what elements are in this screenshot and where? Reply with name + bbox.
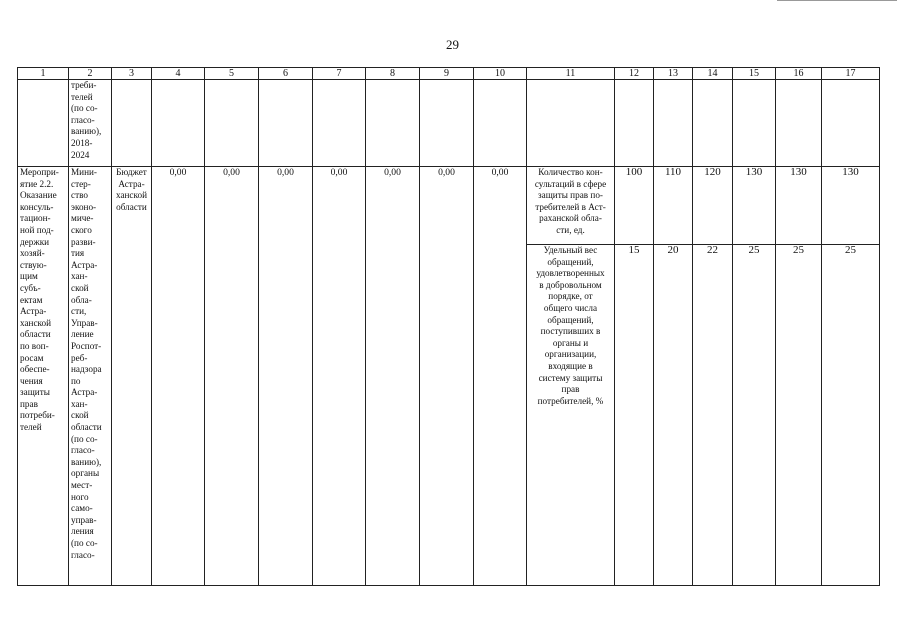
indicator-value: 22 xyxy=(693,245,733,586)
page-number: 29 xyxy=(446,37,459,52)
cell-empty xyxy=(152,80,205,167)
cell-empty xyxy=(366,80,420,167)
indicator-name: Удельный вес обращений, удовлетворенных в добровольном порядке, от общего числа обращений, поступивших в органы и организации, входящие в систему защиты прав потребителей, % xyxy=(527,245,615,586)
indicator-value: 100 xyxy=(615,167,654,245)
cell-empty xyxy=(527,80,615,167)
column-number: 11 xyxy=(527,68,615,80)
cell-empty xyxy=(112,80,152,167)
column-number: 5 xyxy=(205,68,259,80)
column-number: 14 xyxy=(693,68,733,80)
column-number: 8 xyxy=(366,68,420,80)
column-number: 4 xyxy=(152,68,205,80)
indicator-value: 20 xyxy=(654,245,693,586)
cell-empty xyxy=(822,80,880,167)
funding-value: 0,00 xyxy=(420,167,474,586)
cell-empty xyxy=(654,80,693,167)
cell-empty xyxy=(776,80,822,167)
funding-value: 0,00 xyxy=(259,167,313,586)
indicator-value: 130 xyxy=(822,167,880,245)
indicator-value: 25 xyxy=(822,245,880,586)
column-number: 13 xyxy=(654,68,693,80)
column-number: 17 xyxy=(822,68,880,80)
indicator-value: 130 xyxy=(776,167,822,245)
indicator-value: 25 xyxy=(733,245,776,586)
measure-name: Меропри- ятие 2.2. Оказание консуль- тацион- ной под- держки хозяй- ствую- щим субъ- ектам Астра- ханской области по воп- росам обеспе- чения защиты прав потреби- телей xyxy=(18,167,69,586)
indicator-value: 25 xyxy=(776,245,822,586)
column-number: 12 xyxy=(615,68,654,80)
funding-value: 0,00 xyxy=(152,167,205,586)
cell-empty xyxy=(420,80,474,167)
funding-value: 0,00 xyxy=(474,167,527,586)
executor-name: Мини- стер- ство эконо- миче- ского разви- тия Астра- хан- ской обла- сти, Управ- ление Роспот- реб- надзора по Астра- хан- ской области (по со- гласо- ванию), органы мест- ного само- управ- ления (по со- гласо- xyxy=(69,167,112,586)
cell-empty xyxy=(313,80,366,167)
table-row-continuation xyxy=(18,80,880,167)
indicator-value: 15 xyxy=(615,245,654,586)
funding-value: 0,00 xyxy=(366,167,420,586)
funding-value: 0,00 xyxy=(313,167,366,586)
column-number: 15 xyxy=(733,68,776,80)
table-row-measure xyxy=(18,167,880,245)
cell-empty xyxy=(205,80,259,167)
cell-empty xyxy=(474,80,527,167)
column-number: 6 xyxy=(259,68,313,80)
column-number: 7 xyxy=(313,68,366,80)
corner-rule xyxy=(777,0,897,3)
indicator-value: 120 xyxy=(693,167,733,245)
column-number: 9 xyxy=(420,68,474,80)
column-number-row xyxy=(18,68,880,80)
column-number: 16 xyxy=(776,68,822,80)
indicator-value: 110 xyxy=(654,167,693,245)
cell-empty xyxy=(259,80,313,167)
cell-empty xyxy=(18,80,69,167)
cell-empty xyxy=(693,80,733,167)
column-number: 3 xyxy=(112,68,152,80)
indicator-value: 130 xyxy=(733,167,776,245)
column-number: 1 xyxy=(18,68,69,80)
funding-value: 0,00 xyxy=(205,167,259,586)
cell-empty xyxy=(615,80,654,167)
indicator-name: Количество кон- сультаций в сфере защиты прав по- требителей в Аст- раханской обла- сти, ед. xyxy=(527,167,615,245)
column-number: 10 xyxy=(474,68,527,80)
program-table xyxy=(17,67,880,586)
executor-continuation: треби- телей (по со- гласо- ванию), 2018- 2024 xyxy=(69,80,112,167)
cell-empty xyxy=(733,80,776,167)
funding-source: Бюджет Астра- ханской области xyxy=(112,167,152,586)
column-number: 2 xyxy=(69,68,112,80)
